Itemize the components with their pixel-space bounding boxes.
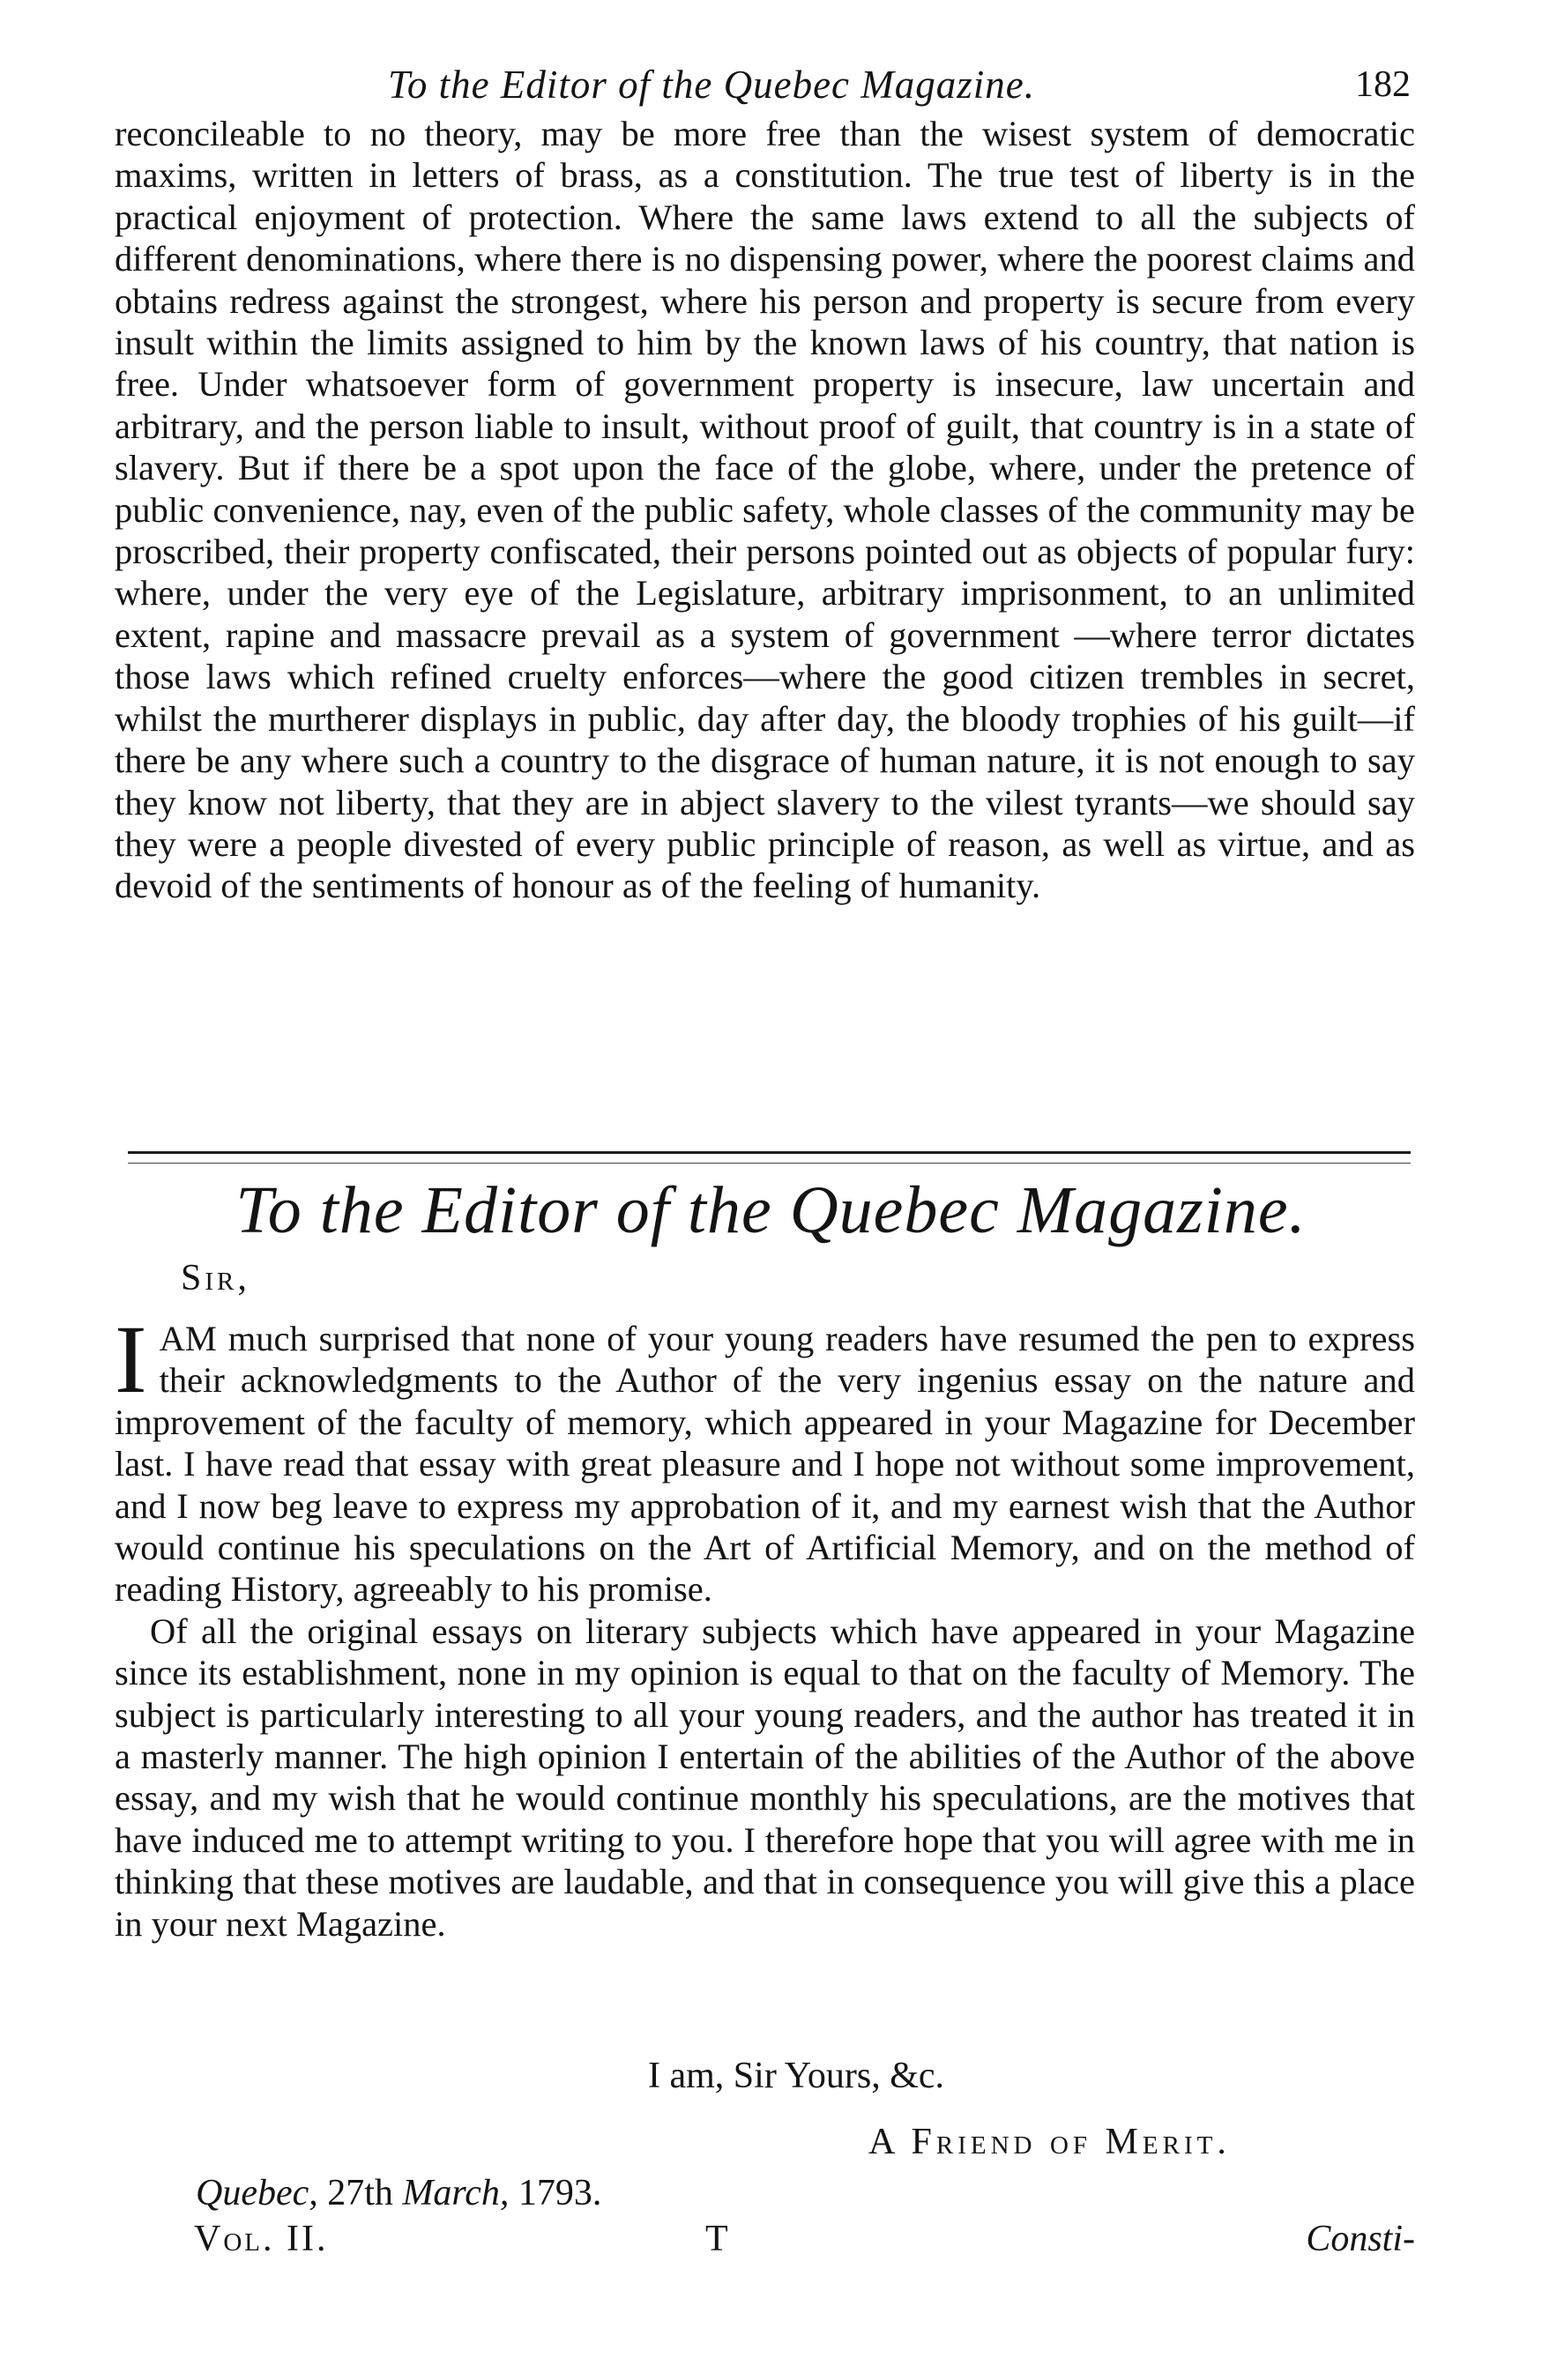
page-footer: [194, 2213, 1415, 2265]
catchword: Consti-: [1306, 2219, 1415, 2259]
closing: I am, Sir Yours, &c.: [648, 2056, 945, 2096]
printer-signature-mark: T: [705, 2219, 728, 2259]
salutation: Sir,: [181, 1258, 250, 1298]
date-place: Quebec,: [196, 2173, 318, 2213]
dateline: [196, 2167, 601, 2220]
running-title: To the Editor of the Quebec Magazine.: [388, 63, 1035, 107]
date-year: 1793.: [518, 2173, 602, 2213]
letter-paragraph-1: IAM much surprised that none of your young readers have resumed the pen to express their acknowledgments to the Author of the very ingenius essay on the nature and improvement of the faculty of memory, which appeared in your Magazine for December last. I have read that essay with great pleasure and I hope not without some improvement, and I now beg leave to express my approbation of it, and my earnest wish that the Author would continue his speculations on the Art of Artificial Memory, and on the method of reading History, agreeably to his promise.: [115, 1305, 1415, 1610]
date-day: 27th: [327, 2173, 393, 2213]
date-month: March,: [402, 2173, 510, 2213]
letter-body: [115, 1305, 1415, 1945]
signature: A Friend of Merit.: [868, 2122, 1231, 2162]
continued-paragraph: reconcileable to no theory, may be more free than the wisest system of democratic maxims, written in letters of brass, as a constitution. The true test of liberty is in the practical enjoyment of protection. Where the same laws extend to all the subjects of different denominations, where there is no dispensing power, where the poorest claims and obtains redress against the strongest, where his person and property is secure from every insult within the limits assigned to him by the known laws of his country, that nation is free. Under whatsoever form of government property is insecure, law uncertain and arbitrary, and the person liable to insult, without proof of guilt, that country is in a state of slavery. But if there be a spot upon the face of the globe, where, under the pretence of public convenience, nay, even of the public safety, whole classes of the community may be proscribed, their property confiscated, their persons pointed out as objects of popular fury: where, under the very eye of the Legislature, arbitrary imprisonment, to an unlimited extent, rapine and massacre prevail as a system of government —where terror dictates those laws which refined cruelty enforces—where the good citizen trembles in secret, whilst the murtherer displays in public, day after day, the bloody trophies of his guilt—if there be any where such a country to the disgrace of human nature, it is not enough to say they know not liberty, that they are in abject slavery to the vilest tyrants—we should say they were a people divested of every public principle of reason, as well as virtue, and as devoid of the sentiments of honour as of the feeling of humanity.: [115, 114, 1415, 906]
letter-paragraph-2: Of all the original essays on literary subjects which have appeared in your Magazine since its establishment, none in my opinion is equal to that on the faculty of Memory. The subject is particularly interesting to all your young readers, and the author has treated it in a masterly manner. The high opinion I entertain of the abilities of the Author of the above essay, and my wish that he would continue monthly his speculations, are the motives that have induced me to attempt writing to you. I therefore hope that you will agree with me in thinking that these motives are laudable, and that in consequence you will give this a place in your next Magazine.: [115, 1610, 1415, 1944]
letter-title: To the Editor of the Quebec Magazine.: [235, 1173, 1307, 1247]
volume-number: Vol. II.: [194, 2219, 329, 2259]
page-number: 182: [1355, 64, 1411, 105]
continued-essay: [115, 113, 1415, 907]
